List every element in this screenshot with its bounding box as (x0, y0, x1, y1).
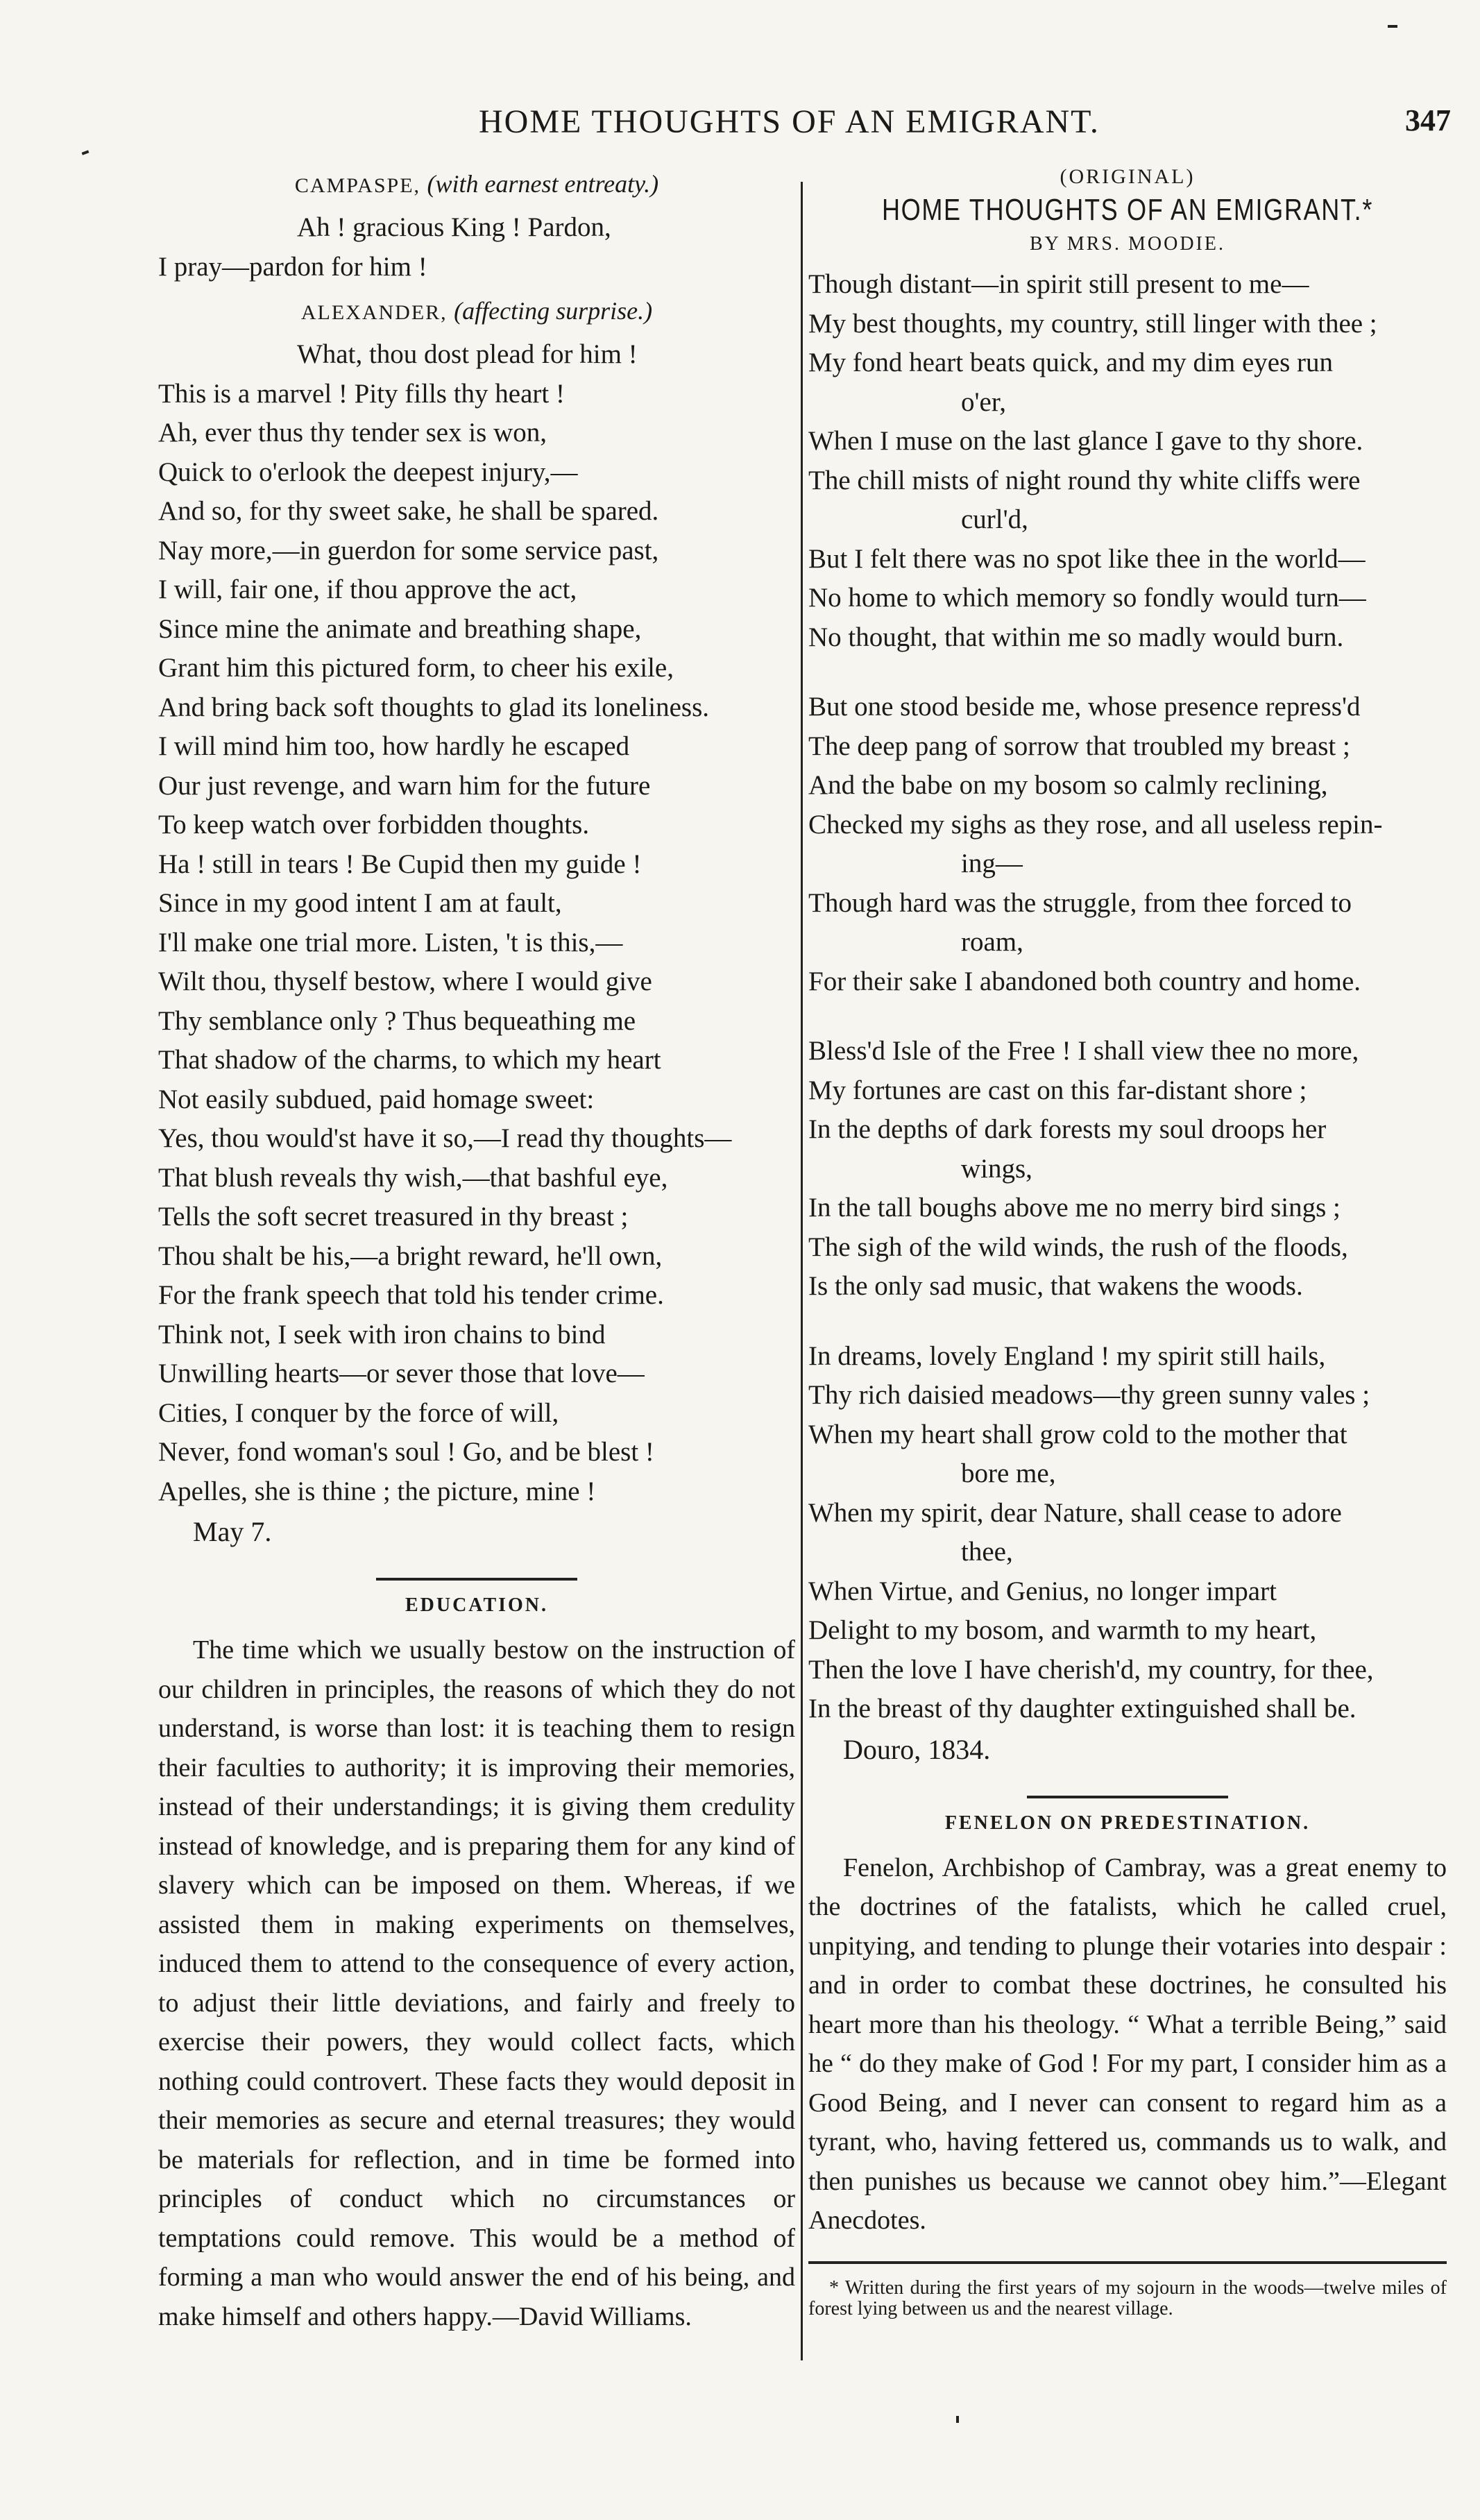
speaker-name: ALEXANDER, (300, 301, 448, 324)
stanza-gap (808, 657, 1447, 688)
verse-line: curl'd, (961, 504, 1028, 534)
verse-line: Apelles, she is thine ; the picture, mine ! (158, 1476, 596, 1506)
verse-line: o'er, (961, 386, 1007, 417)
right-column (808, 160, 1447, 2319)
verse-line: Since in my good intent I am at fault, (158, 888, 562, 918)
verse-line: No thought, that within me so madly would burn. (808, 622, 1344, 652)
running-title: HOME THOUGHTS OF AN EMIGRANT. (479, 103, 1100, 140)
verse-line: For their sake I abandoned both country and home. (808, 966, 1361, 996)
poem-stanza (808, 688, 1447, 1001)
verse-line: I pray—pardon for him ! (158, 251, 427, 282)
verse-line: What, thou dost plead for him ! (297, 339, 638, 369)
column-divider (801, 182, 803, 2360)
education-text (158, 1631, 795, 2336)
education-heading: EDUCATION. (405, 1594, 549, 1616)
verse-line: But I felt there was no spot like thee in the world— (808, 543, 1366, 574)
ink-speck (1388, 25, 1397, 28)
verse-line: Our just revenge, and warn him for the future (158, 770, 651, 801)
verse-line: Not easily subdued, paid homage sweet: (158, 1084, 595, 1114)
fenelon-text (808, 1848, 1447, 2240)
ink-speck (82, 150, 90, 155)
section-rule (376, 1578, 577, 1581)
verse-line: Cities, I conquer by the force of will, (158, 1397, 559, 1428)
verse-line: Yes, thou would'st have it so,—I read thy thoughts— (158, 1123, 732, 1153)
verse-line: In the depths of dark forests my soul droops her (808, 1114, 1327, 1144)
verse-line: This is a marvel ! Pity fills thy heart ! (158, 378, 565, 409)
verse-line: When my heart shall grow cold to the mother that (808, 1419, 1347, 1449)
alexander-speech (158, 335, 795, 1511)
verse-line: I'll make one trial more. Listen, 't is this,— (158, 927, 623, 957)
signoff: Douro, 1834. (843, 1733, 991, 1765)
poem-stanza (808, 1337, 1447, 1729)
verse-line: Nay more,—in guerdon for some service past, (158, 535, 659, 565)
poem-title: HOME THOUGHTS OF AN EMIGRANT.* (881, 193, 1374, 227)
verse-line: And so, for thy sweet sake, he shall be spared. (158, 496, 659, 526)
footnote-rule (808, 2261, 1447, 2264)
verse-line: Checked my sighs as they rose, and all useless repin- (808, 809, 1383, 840)
speaker-alexander (158, 296, 795, 325)
verse-line: Quick to o'erlook the deepest injury,— (158, 457, 578, 487)
verse-line: Since mine the animate and breathing shape, (158, 613, 642, 644)
verse-line: Though hard was the struggle, from thee forced to (808, 887, 1352, 918)
verse-line: When Virtue, and Genius, no longer impart (808, 1576, 1277, 1606)
stanza-gap (808, 1001, 1447, 1032)
verse-line: My fortunes are cast on this far-distant shore ; (808, 1075, 1307, 1105)
stage-direction: (with earnest entreaty.) (427, 170, 659, 198)
verse-line: Wilt thou, thyself bestow, where I would give (158, 967, 652, 996)
verse-line: bore me, (961, 1458, 1056, 1488)
verse-line: Though distant—in spirit still present to me— (808, 269, 1309, 299)
verse-line: thee, (961, 1537, 1013, 1567)
verse-line: To keep watch over forbidden thoughts. (158, 810, 590, 840)
verse-line: I will mind him too, how hardly he escaped (158, 731, 630, 761)
verse-line: Thou shalt be his,—a bright reward, he'll own, (158, 1241, 663, 1271)
verse-line: That blush reveals thy wish,—that bashful eye, (158, 1162, 668, 1193)
verse-line: Ah ! gracious King ! Pardon, (297, 212, 611, 242)
paragraph: Fenelon, Archbishop of Cambray, was a great enemy to the doctrines of the fatalists, which he called cruel, unpitying, and tending to plunge their votaries into despair : and in order to combat these doctrines, he consulted his heart more than his theology. “ What a terrible Being,” said he “ do they make of God ! For my part, I consider him as a Good Being, and I never can consent to regard him as a tyrant, who, having fettered us, commands us to walk, and then punishes us because we cannot obey him.”—Elegant Anecdotes. (808, 1853, 1447, 2235)
verse-line: When I muse on the last glance I gave to thy shore. (808, 426, 1363, 456)
verse-line: Ah, ever thus thy tender sex is won, (158, 418, 547, 448)
section-rule (1027, 1796, 1228, 1798)
verse-line: In the tall boughs above me no merry bird sings ; (808, 1193, 1341, 1223)
speaker-campaspe (158, 169, 795, 198)
verse-line: The sigh of the wild winds, the rush of the floods, (808, 1232, 1348, 1262)
poem-stanza (808, 265, 1447, 657)
running-head (0, 103, 1480, 144)
verse-line: The chill mists of night round thy white cliffs were (808, 465, 1361, 495)
verse-line: No home to which memory so fondly would turn— (808, 583, 1366, 613)
verse-line: I will, fair one, if thou approve the act, (158, 574, 577, 604)
verse-line: Delight to my bosom, and warmth to my heart, (808, 1615, 1317, 1645)
verse-line: My best thoughts, my country, still linger with thee ; (808, 308, 1377, 339)
verse-line: Unwilling hearts—or sever those that love— (158, 1359, 645, 1388)
verse-line: Bless'd Isle of the Free ! I shall view thee no more, (808, 1036, 1359, 1066)
left-column (158, 160, 795, 2336)
original-label: (ORIGINAL) (1060, 165, 1196, 188)
verse-line: Never, fond woman's soul ! Go, and be blest ! (158, 1437, 654, 1467)
verse-line: ing— (961, 849, 1023, 878)
verse-line: The deep pang of sorrow that troubled my breast ; (808, 731, 1350, 761)
verse-line: Tells the soft secret treasured in thy breast ; (158, 1202, 629, 1232)
verse-line: Is the only sad music, that wakens the woods. (808, 1271, 1303, 1301)
verse-line: Then the love I have cherish'd, my country, for thee, (808, 1654, 1374, 1685)
speaker-name: CAMPASPE, (294, 174, 421, 197)
verse-line: That shadow of the charms, to which my heart (158, 1045, 661, 1075)
verse-line: wings, (961, 1153, 1032, 1184)
page-number: 347 (1405, 103, 1451, 137)
verse-line: My fond heart beats quick, and my dim eyes run (808, 348, 1333, 377)
verse-line: For the frank speech that told his tender crime. (158, 1280, 664, 1310)
verse-line: In the breast of thy daughter extinguished shall be. (808, 1694, 1356, 1723)
byline: BY MRS. MOODIE. (1030, 233, 1225, 255)
verse-line: Grant him this pictured form, to cheer his exile, (158, 653, 674, 683)
verse-line: Thy semblance only ? Thus bequeathing me (158, 1005, 636, 1036)
ink-speck (956, 2416, 959, 2423)
verse-line: Thy rich daisied meadows—thy green sunny vales ; (808, 1380, 1370, 1410)
verse-line: Think not, I seek with iron chains to bind (158, 1319, 606, 1350)
paragraph: The time which we usually bestow on the instruction of our children in principles, the reasons of which they do not understand, is worse than lost: it is teaching them to resign their faculties to authority; it is improving their memories, instead of their understandings; it is giving them credulity instead of knowledge, and is preparing them for any kind of slavery which can be imposed on them. Whereas, if we assisted them in making experiments on themselves, induced them to attend to the consequence of every action, to adjust their little deviations, and fairly and freely to exercise their powers, they would collect facts, which nothing could controvert. These facts they would deposit in their memories as secure and eternal treasures; they would be materials for reflection, and in time be formed into principles of conduct which no circumstances or temptations could remove. This would be a method of forming a man who would answer the end of his being, and make himself and others happy.—David Williams. (158, 1635, 795, 2331)
verse-line: And the babe on my bosom so calmly reclining, (808, 770, 1328, 800)
stanza-gap (808, 1306, 1447, 1337)
stage-direction: (affecting surprise.) (454, 297, 653, 325)
poem-stanza (808, 1032, 1447, 1306)
footnote (808, 2278, 1447, 2319)
verse-line: But one stood beside me, whose presence repress'd (808, 692, 1361, 722)
campaspe-speech (158, 208, 795, 287)
verse-line: In dreams, lovely England ! my spirit still hails, (808, 1340, 1326, 1371)
footnote-text: * Written during the first years of my sojourn in the woods—twelve miles of forest lying between us and the nearest village. (808, 2276, 1447, 2319)
verse-line: When my spirit, dear Nature, shall cease to adore (808, 1497, 1342, 1528)
verse-line: And bring back soft thoughts to glad its loneliness. (158, 692, 710, 722)
fenelon-heading: FENELON ON PREDESTINATION. (944, 1812, 1311, 1834)
dateline: May 7. (193, 1516, 272, 1547)
verse-line: Ha ! still in tears ! Be Cupid then my guide ! (158, 849, 642, 879)
verse-line: roam, (961, 927, 1023, 957)
